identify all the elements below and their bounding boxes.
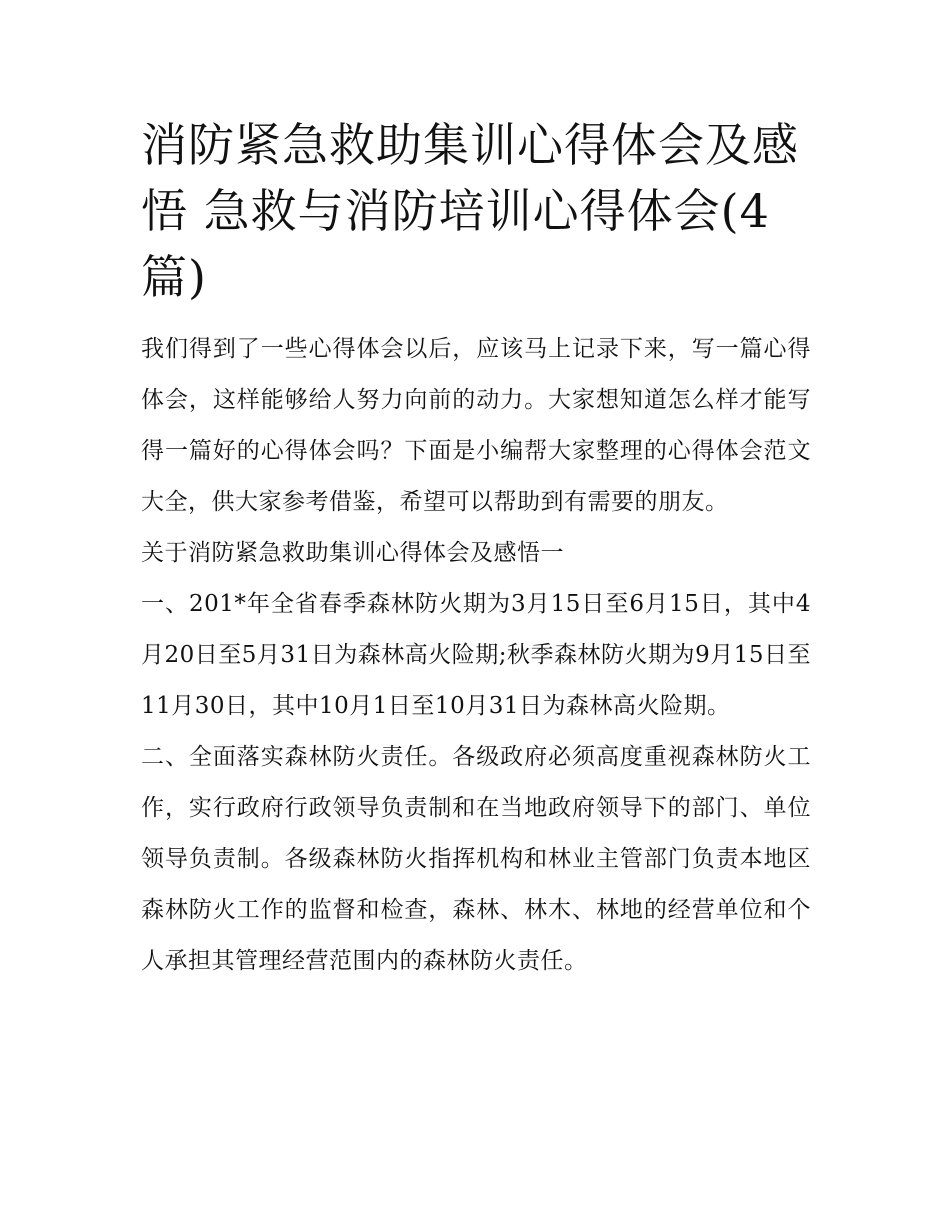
paragraph-fire-period: 一、201*年全省春季森林防火期为3月15日至6月15日，其中4月20日至5月31日为森林高火险期;秋季森林防火期为9月15日至11月30日，其中10月1日至10月31日为森林高火险期。	[141, 591, 811, 719]
paragraph-responsibility: 二、全面落实森林防火责任。各级政府必须高度重视森林防火工作，实行政府行政领导负责制和在当地政府领导下的部门、单位领导负责制。各级森林防火指挥机构和林业主管部门负责本地区森林防火工作的监督和检查，森林、林木、林地的经营单位和个人承担其管理经营范围内的森林防火责任。	[141, 744, 811, 974]
paragraph-intro: 我们得到了一些心得体会以后，应该马上记录下来，写一篇心得体会，这样能够给人努力向前的动力。大家想知道怎么样才能写得一篇好的心得体会吗？下面是小编帮大家整理的心得体会范文大全，供大家参考借鉴，希望可以帮助到有需要的朋友。	[141, 336, 811, 515]
document-page	[141, 112, 811, 987]
paragraph-section-heading: 关于消防紧急救助集训心得体会及感悟一	[141, 540, 564, 566]
document-title: 消防紧急救助集训心得体会及感悟 急救与消防培训心得体会(4篇)	[141, 118, 799, 304]
